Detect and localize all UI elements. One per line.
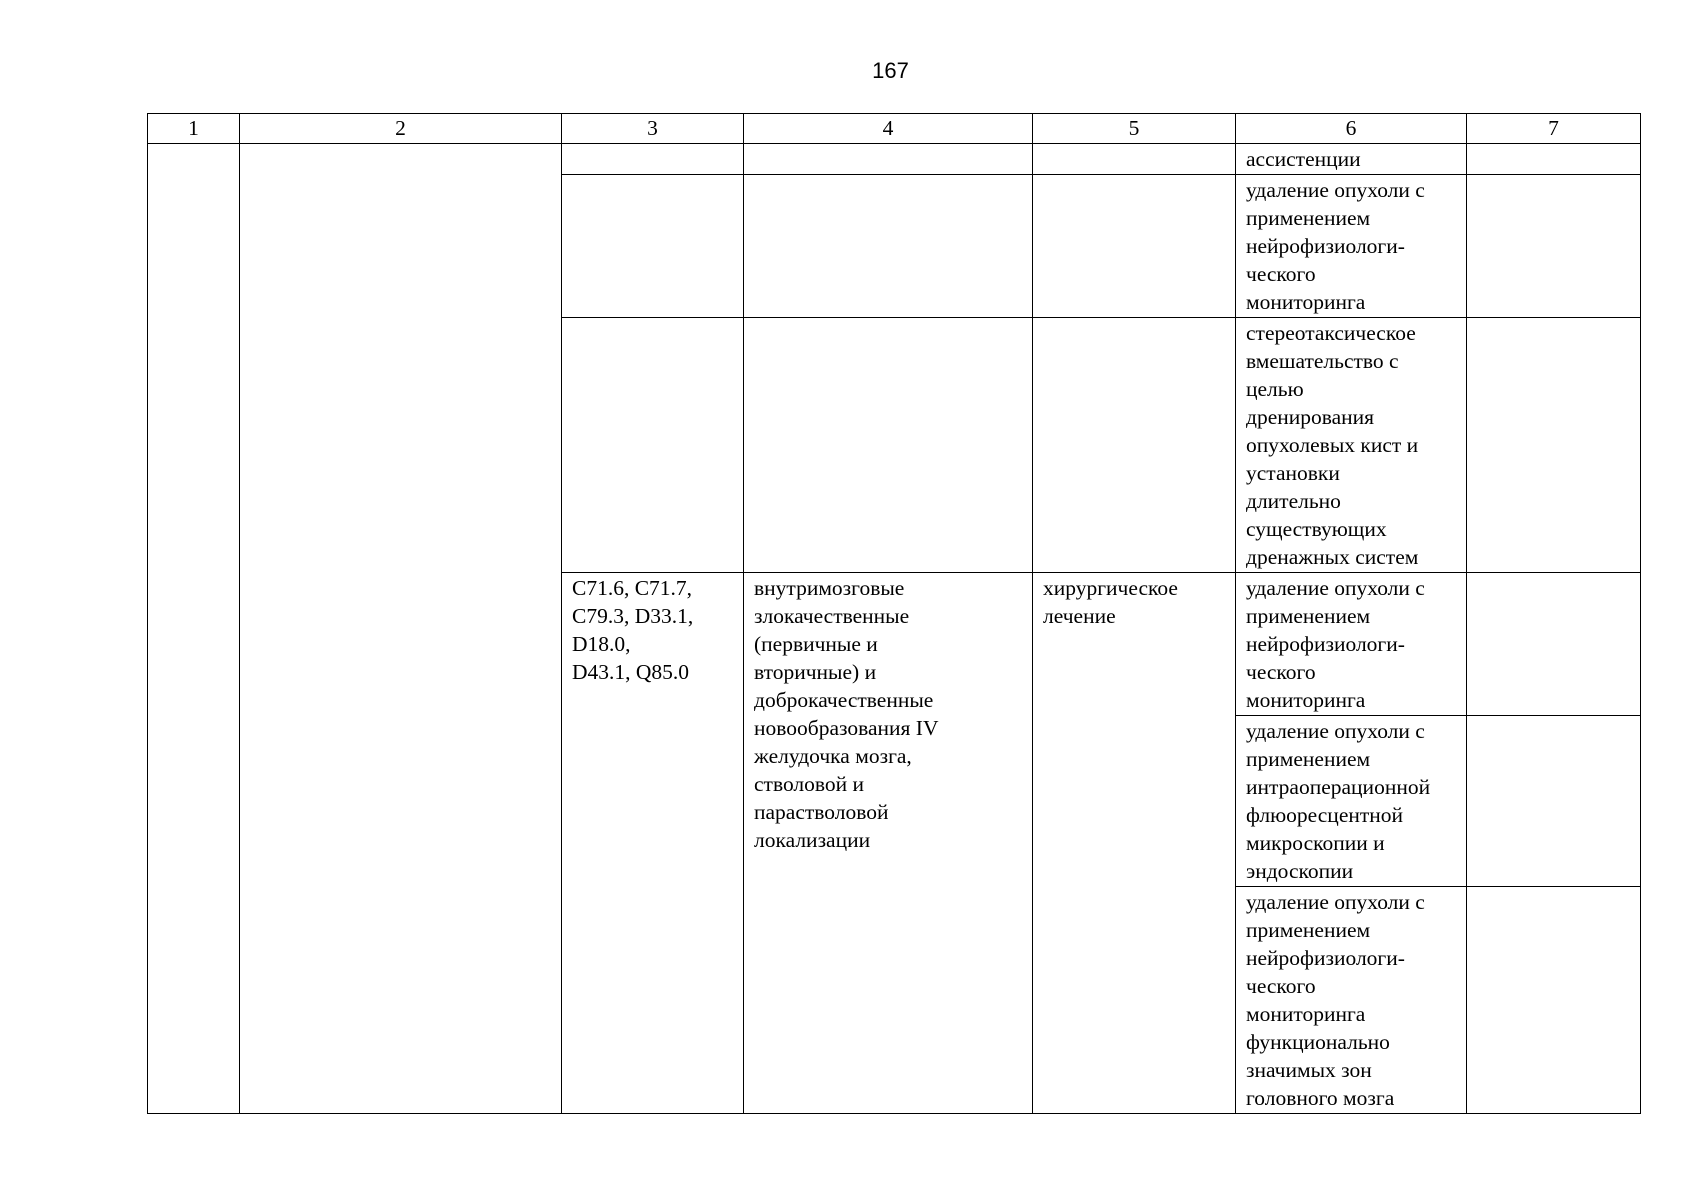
empty-cell-col1 [148, 144, 240, 1114]
empty-cell [744, 318, 1033, 573]
method-cell: удаление опухоли с применением нейрофизиологи- ческого мониторинга [1236, 175, 1467, 318]
column-number: 5 [1033, 114, 1236, 144]
medical-care-table [147, 113, 1641, 1114]
column-number: 4 [744, 114, 1033, 144]
column-number-row [148, 114, 1641, 144]
diagnosis-codes-cell: C71.6, C71.7, C79.3, D33.1, D18.0, D43.1, Q85.0 [562, 573, 744, 1114]
empty-cell [744, 144, 1033, 175]
method-cell: удаление опухоли с применением нейрофизиологи- ческого мониторинга функционально значимых зон головного мозга [1236, 887, 1467, 1114]
empty-cell [1467, 716, 1641, 887]
method-cell: ассистенции [1236, 144, 1467, 175]
method-cell: стереотаксическое вмешательство с целью дренирования опухолевых кист и установки длительно существующих дренажных систем [1236, 318, 1467, 573]
empty-cell [1467, 573, 1641, 716]
table-row [148, 144, 1641, 175]
empty-cell [1033, 144, 1236, 175]
page-number: 167 [872, 58, 909, 83]
empty-cell-col2 [240, 144, 562, 1114]
column-number: 2 [240, 114, 562, 144]
treatment-type-cell: хирургическое лечение [1033, 573, 1236, 1114]
empty-cell [1033, 175, 1236, 318]
column-number: 6 [1236, 114, 1467, 144]
empty-cell [1467, 175, 1641, 318]
empty-cell [1467, 887, 1641, 1114]
column-number: 7 [1467, 114, 1641, 144]
empty-cell [562, 175, 744, 318]
empty-cell [562, 144, 744, 175]
empty-cell [1467, 318, 1641, 573]
empty-cell [562, 318, 744, 573]
empty-cell [744, 175, 1033, 318]
column-number: 1 [148, 114, 240, 144]
method-cell: удаление опухоли с применением интраоперационной флюоресцентной микроскопии и эндоскопии [1236, 716, 1467, 887]
diagnosis-cell: внутримозговые злокачественные (первичные и вторичные) и доброкачественные новообразования IV желудочка мозга, стволовой и парастволовой локализации [744, 573, 1033, 1114]
empty-cell [1467, 144, 1641, 175]
empty-cell [1033, 318, 1236, 573]
method-cell: удаление опухоли с применением нейрофизиологи- ческого мониторинга [1236, 573, 1467, 716]
column-number: 3 [562, 114, 744, 144]
